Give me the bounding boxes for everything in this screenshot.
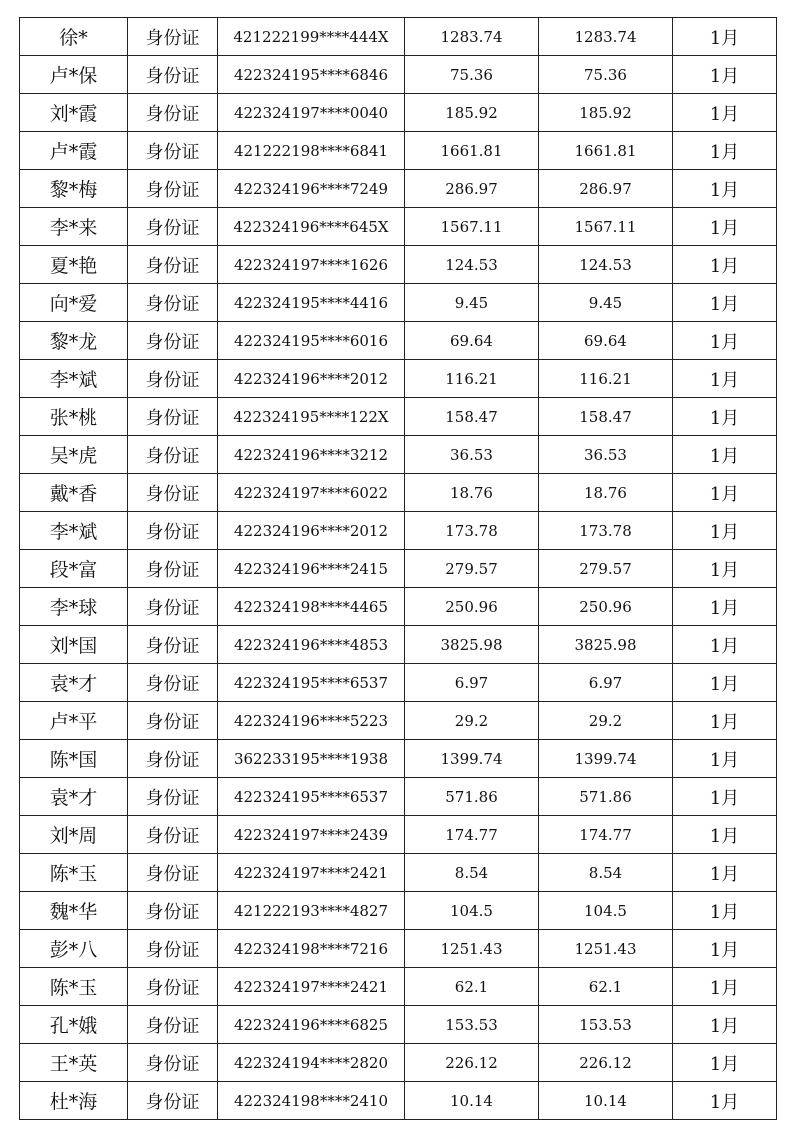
amount-cell: 29.2 <box>405 702 539 740</box>
id-number-cell: 422324196****3212 <box>218 436 405 474</box>
id-type-cell: 身份证 <box>128 18 218 56</box>
name-cell: 杜*海 <box>20 1082 128 1120</box>
id-number-cell: 422324196****7249 <box>218 170 405 208</box>
id-number-cell: 422324196****645X <box>218 208 405 246</box>
id-type-cell: 身份证 <box>128 322 218 360</box>
id-number-cell: 422324196****2415 <box>218 550 405 588</box>
amount-cell: 185.92 <box>405 94 539 132</box>
table-row <box>20 702 777 740</box>
amount-cell: 571.86 <box>405 778 539 816</box>
name-cell: 段*富 <box>20 550 128 588</box>
amount-cell: 1661.81 <box>405 132 539 170</box>
id-number-cell: 422324195****6016 <box>218 322 405 360</box>
amount-paid-cell: 6.97 <box>539 664 673 702</box>
id-number-cell: 422324197****1626 <box>218 246 405 284</box>
name-cell: 刘*国 <box>20 626 128 664</box>
id-number-cell: 422324196****4853 <box>218 626 405 664</box>
amount-paid-cell: 124.53 <box>539 246 673 284</box>
table-row <box>20 474 777 512</box>
amount-paid-cell: 8.54 <box>539 854 673 892</box>
amount-paid-cell: 1251.43 <box>539 930 673 968</box>
id-type-cell: 身份证 <box>128 170 218 208</box>
name-cell: 徐* <box>20 18 128 56</box>
amount-paid-cell: 29.2 <box>539 702 673 740</box>
id-type-cell: 身份证 <box>128 740 218 778</box>
id-type-cell: 身份证 <box>128 1044 218 1082</box>
month-cell: 1月 <box>673 284 777 322</box>
amount-paid-cell: 279.57 <box>539 550 673 588</box>
amount-paid-cell: 3825.98 <box>539 626 673 664</box>
name-cell: 卢*霞 <box>20 132 128 170</box>
table-row <box>20 94 777 132</box>
month-cell: 1月 <box>673 474 777 512</box>
id-number-cell: 421222199****444X <box>218 18 405 56</box>
amount-paid-cell: 173.78 <box>539 512 673 550</box>
id-type-cell: 身份证 <box>128 930 218 968</box>
id-type-cell: 身份证 <box>128 778 218 816</box>
amount-paid-cell: 104.5 <box>539 892 673 930</box>
amount-paid-cell: 286.97 <box>539 170 673 208</box>
name-cell: 张*桃 <box>20 398 128 436</box>
month-cell: 1月 <box>673 968 777 1006</box>
table-row <box>20 968 777 1006</box>
amount-paid-cell: 174.77 <box>539 816 673 854</box>
month-cell: 1月 <box>673 1044 777 1082</box>
id-number-cell: 422324195****4416 <box>218 284 405 322</box>
table-row <box>20 588 777 626</box>
table-row <box>20 246 777 284</box>
amount-cell: 226.12 <box>405 1044 539 1082</box>
month-cell: 1月 <box>673 322 777 360</box>
month-cell: 1月 <box>673 930 777 968</box>
table-row <box>20 626 777 664</box>
month-cell: 1月 <box>673 588 777 626</box>
name-cell: 黎*梅 <box>20 170 128 208</box>
table-row <box>20 1082 777 1120</box>
id-number-cell: 421222193****4827 <box>218 892 405 930</box>
id-number-cell: 422324196****2012 <box>218 512 405 550</box>
id-type-cell: 身份证 <box>128 474 218 512</box>
id-type-cell: 身份证 <box>128 436 218 474</box>
name-cell: 王*英 <box>20 1044 128 1082</box>
amount-cell: 75.36 <box>405 56 539 94</box>
amount-cell: 8.54 <box>405 854 539 892</box>
month-cell: 1月 <box>673 18 777 56</box>
month-cell: 1月 <box>673 1082 777 1120</box>
table-row <box>20 208 777 246</box>
amount-paid-cell: 153.53 <box>539 1006 673 1044</box>
id-number-cell: 422324197****2421 <box>218 854 405 892</box>
name-cell: 夏*艳 <box>20 246 128 284</box>
amount-paid-cell: 158.47 <box>539 398 673 436</box>
id-number-cell: 422324196****6825 <box>218 1006 405 1044</box>
amount-paid-cell: 36.53 <box>539 436 673 474</box>
id-number-cell: 422324195****6846 <box>218 56 405 94</box>
id-type-cell: 身份证 <box>128 94 218 132</box>
amount-cell: 1283.74 <box>405 18 539 56</box>
month-cell: 1月 <box>673 398 777 436</box>
month-cell: 1月 <box>673 436 777 474</box>
table-row <box>20 170 777 208</box>
id-type-cell: 身份证 <box>128 892 218 930</box>
amount-cell: 6.97 <box>405 664 539 702</box>
amount-cell: 153.53 <box>405 1006 539 1044</box>
table-row <box>20 930 777 968</box>
amount-paid-cell: 571.86 <box>539 778 673 816</box>
amount-cell: 36.53 <box>405 436 539 474</box>
month-cell: 1月 <box>673 94 777 132</box>
amount-paid-cell: 1567.11 <box>539 208 673 246</box>
table-body <box>20 18 777 1120</box>
month-cell: 1月 <box>673 816 777 854</box>
amount-cell: 116.21 <box>405 360 539 398</box>
amount-paid-cell: 1661.81 <box>539 132 673 170</box>
id-number-cell: 422324198****4465 <box>218 588 405 626</box>
id-number-cell: 422324198****7216 <box>218 930 405 968</box>
amount-paid-cell: 250.96 <box>539 588 673 626</box>
name-cell: 孔*娥 <box>20 1006 128 1044</box>
name-cell: 袁*才 <box>20 664 128 702</box>
amount-cell: 1567.11 <box>405 208 539 246</box>
amount-cell: 250.96 <box>405 588 539 626</box>
id-type-cell: 身份证 <box>128 1006 218 1044</box>
month-cell: 1月 <box>673 854 777 892</box>
name-cell: 卢*保 <box>20 56 128 94</box>
name-cell: 刘*周 <box>20 816 128 854</box>
amount-paid-cell: 75.36 <box>539 56 673 94</box>
name-cell: 黎*龙 <box>20 322 128 360</box>
table-row <box>20 132 777 170</box>
name-cell: 向*爱 <box>20 284 128 322</box>
month-cell: 1月 <box>673 664 777 702</box>
name-cell: 卢*平 <box>20 702 128 740</box>
id-type-cell: 身份证 <box>128 626 218 664</box>
table-row <box>20 664 777 702</box>
amount-cell: 1399.74 <box>405 740 539 778</box>
amount-cell: 173.78 <box>405 512 539 550</box>
name-cell: 李*斌 <box>20 512 128 550</box>
month-cell: 1月 <box>673 360 777 398</box>
amount-cell: 158.47 <box>405 398 539 436</box>
id-type-cell: 身份证 <box>128 512 218 550</box>
table-row <box>20 18 777 56</box>
amount-cell: 279.57 <box>405 550 539 588</box>
month-cell: 1月 <box>673 626 777 664</box>
table-row <box>20 322 777 360</box>
amount-paid-cell: 9.45 <box>539 284 673 322</box>
month-cell: 1月 <box>673 208 777 246</box>
table-row <box>20 1006 777 1044</box>
id-number-cell: 422324195****6537 <box>218 664 405 702</box>
id-type-cell: 身份证 <box>128 664 218 702</box>
amount-cell: 9.45 <box>405 284 539 322</box>
amount-paid-cell: 69.64 <box>539 322 673 360</box>
table-row <box>20 816 777 854</box>
amount-cell: 69.64 <box>405 322 539 360</box>
id-type-cell: 身份证 <box>128 702 218 740</box>
month-cell: 1月 <box>673 892 777 930</box>
name-cell: 吴*虎 <box>20 436 128 474</box>
amount-paid-cell: 62.1 <box>539 968 673 1006</box>
table-row <box>20 778 777 816</box>
amount-paid-cell: 226.12 <box>539 1044 673 1082</box>
amount-paid-cell: 1399.74 <box>539 740 673 778</box>
month-cell: 1月 <box>673 702 777 740</box>
name-cell: 陈*玉 <box>20 854 128 892</box>
month-cell: 1月 <box>673 56 777 94</box>
id-type-cell: 身份证 <box>128 1082 218 1120</box>
month-cell: 1月 <box>673 512 777 550</box>
id-number-cell: 422324194****2820 <box>218 1044 405 1082</box>
month-cell: 1月 <box>673 1006 777 1044</box>
name-cell: 魏*华 <box>20 892 128 930</box>
id-number-cell: 422324195****6537 <box>218 778 405 816</box>
id-number-cell: 422324196****2012 <box>218 360 405 398</box>
table-row <box>20 56 777 94</box>
id-type-cell: 身份证 <box>128 246 218 284</box>
id-type-cell: 身份证 <box>128 854 218 892</box>
id-type-cell: 身份证 <box>128 550 218 588</box>
id-number-cell: 422324197****0040 <box>218 94 405 132</box>
name-cell: 刘*霞 <box>20 94 128 132</box>
month-cell: 1月 <box>673 778 777 816</box>
amount-paid-cell: 116.21 <box>539 360 673 398</box>
amount-cell: 62.1 <box>405 968 539 1006</box>
table-row <box>20 854 777 892</box>
month-cell: 1月 <box>673 170 777 208</box>
amount-paid-cell: 185.92 <box>539 94 673 132</box>
amount-paid-cell: 10.14 <box>539 1082 673 1120</box>
name-cell: 李*来 <box>20 208 128 246</box>
name-cell: 袁*才 <box>20 778 128 816</box>
amount-cell: 286.97 <box>405 170 539 208</box>
id-type-cell: 身份证 <box>128 588 218 626</box>
amount-cell: 3825.98 <box>405 626 539 664</box>
id-type-cell: 身份证 <box>128 360 218 398</box>
name-cell: 戴*香 <box>20 474 128 512</box>
id-type-cell: 身份证 <box>128 968 218 1006</box>
table-row <box>20 436 777 474</box>
table-row <box>20 892 777 930</box>
table-row <box>20 360 777 398</box>
id-number-cell: 422324196****5223 <box>218 702 405 740</box>
table-row <box>20 284 777 322</box>
amount-paid-cell: 18.76 <box>539 474 673 512</box>
name-cell: 李*斌 <box>20 360 128 398</box>
table-row <box>20 1044 777 1082</box>
name-cell: 彭*八 <box>20 930 128 968</box>
id-number-cell: 421222198****6841 <box>218 132 405 170</box>
amount-cell: 18.76 <box>405 474 539 512</box>
amount-cell: 104.5 <box>405 892 539 930</box>
id-type-cell: 身份证 <box>128 132 218 170</box>
id-number-cell: 422324197****6022 <box>218 474 405 512</box>
name-cell: 李*球 <box>20 588 128 626</box>
amount-cell: 1251.43 <box>405 930 539 968</box>
table-row <box>20 740 777 778</box>
name-cell: 陈*国 <box>20 740 128 778</box>
id-number-cell: 422324195****122X <box>218 398 405 436</box>
id-number-cell: 362233195****1938 <box>218 740 405 778</box>
amount-cell: 124.53 <box>405 246 539 284</box>
name-cell: 陈*玉 <box>20 968 128 1006</box>
id-type-cell: 身份证 <box>128 398 218 436</box>
table-row <box>20 550 777 588</box>
payment-roster-table <box>19 17 777 1120</box>
table-row <box>20 398 777 436</box>
month-cell: 1月 <box>673 246 777 284</box>
month-cell: 1月 <box>673 740 777 778</box>
id-type-cell: 身份证 <box>128 816 218 854</box>
amount-paid-cell: 1283.74 <box>539 18 673 56</box>
id-number-cell: 422324197****2421 <box>218 968 405 1006</box>
amount-cell: 174.77 <box>405 816 539 854</box>
month-cell: 1月 <box>673 550 777 588</box>
amount-cell: 10.14 <box>405 1082 539 1120</box>
id-number-cell: 422324198****2410 <box>218 1082 405 1120</box>
table-row <box>20 512 777 550</box>
id-type-cell: 身份证 <box>128 284 218 322</box>
month-cell: 1月 <box>673 132 777 170</box>
id-number-cell: 422324197****2439 <box>218 816 405 854</box>
id-type-cell: 身份证 <box>128 56 218 94</box>
id-type-cell: 身份证 <box>128 208 218 246</box>
